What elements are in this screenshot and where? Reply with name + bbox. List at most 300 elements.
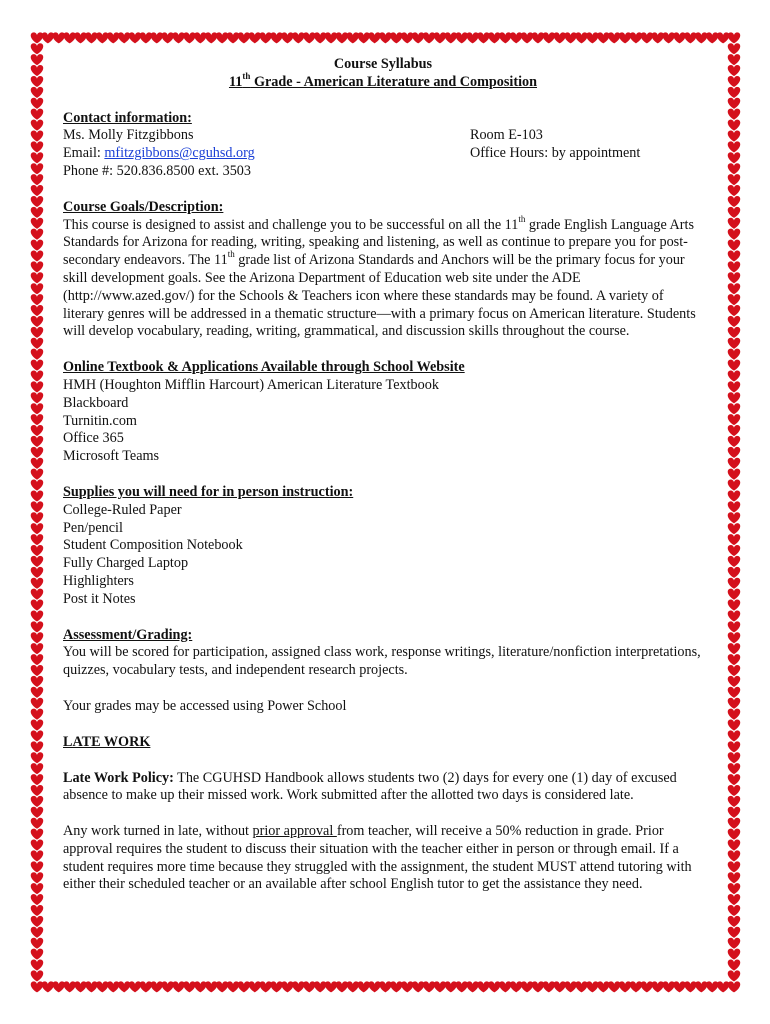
heart-icon [728,403,741,414]
heart-icon [717,981,730,992]
heart-icon [521,32,534,43]
heart-icon [728,905,741,916]
heart-icon [314,32,327,43]
textbook-heading: Online Textbook & Applications Available through School Website [63,359,465,376]
heart-icon [31,698,44,709]
heart-icon [183,981,196,992]
heart-icon [543,32,556,43]
heart-icon [31,556,44,567]
heart-icon [597,981,610,992]
heart-icon [510,981,523,992]
heart-icon [728,360,741,371]
heart-icon [31,840,44,851]
heart-icon [151,981,164,992]
supply-item: Pen/pencil [63,519,123,536]
heart-icon [31,589,44,600]
supply-item: Fully Charged Laptop [63,555,189,572]
heart-icon [728,141,741,152]
heart-icon [31,65,44,76]
goals-text-a: This course is designed to assist and challenge you to be successful on all the 11 [63,216,519,233]
heart-icon [728,556,741,567]
heart-icon [445,32,458,43]
heart-icon [31,490,44,501]
heart-icon [434,981,447,992]
subtitle-grade-number: 11 [228,73,243,90]
heart-icon [728,218,741,229]
heart-icon [575,981,588,992]
page-subtitle [63,71,703,92]
heart-icon [608,981,621,992]
heart-icon [53,32,66,43]
heart-icon [325,981,338,992]
heart-icon [118,981,131,992]
heart-icon [31,54,44,65]
heart-icon [31,654,44,665]
heart-icon [63,981,76,992]
heart-icon [325,32,338,43]
office-hours: Office Hours: by appointment [470,145,641,162]
heart-icon [488,981,501,992]
heart-icon [728,512,741,523]
heart-icon [728,54,741,65]
heart-icon [31,960,44,971]
heart-icon [42,981,55,992]
phone-number: Phone #: 520.836.8500 ext. 3503 [63,162,251,179]
heart-icon [336,32,349,43]
heart-icon [194,981,207,992]
heart-icon [684,981,697,992]
heart-icon [728,840,741,851]
heart-icon [227,32,240,43]
heart-icon [728,927,741,938]
heart-icon [31,621,44,632]
heart-icon [641,981,654,992]
heart-icon [728,545,741,556]
heart-icon [619,32,632,43]
heart-icon [728,261,741,272]
heart-icon [270,32,283,43]
heart-icon [31,741,44,752]
subtitle-rest: Grade - American Literature and Composition [250,73,538,90]
heart-icon [619,981,632,992]
heart-icon [31,469,44,480]
heart-icon [728,970,741,981]
heart-icon [31,916,44,927]
heart-icon [728,894,741,905]
heart-icon [728,523,741,534]
heart-icon [31,109,44,120]
heart-icon [728,752,741,763]
heart-icon [728,381,741,392]
grades-access-text: Your grades may be accessed using Power School [63,697,347,714]
heart-icon [412,32,425,43]
heart-icon [445,981,458,992]
heart-icon [31,141,44,152]
heart-icon [140,981,153,992]
page-title: Course Syllabus [333,56,433,72]
heart-icon [31,414,44,425]
heart-icon [673,981,686,992]
heart-icon [728,785,741,796]
heart-icon [238,981,251,992]
heart-icon [728,370,741,381]
heart-icon [31,316,44,327]
heart-icon [575,32,588,43]
heart-icon [728,447,741,458]
heart-icon [31,174,44,185]
heart-icon [499,981,512,992]
heart-icon [728,567,741,578]
heart-icon [129,981,142,992]
heart-icon [728,741,741,752]
heart-icon [140,32,153,43]
heart-icon [249,32,262,43]
heart-icon [31,185,44,196]
heart-icon [31,610,44,621]
heart-icon [564,32,577,43]
heart-icon [728,578,741,589]
goals-description [63,213,703,342]
heart-icon [728,829,741,840]
heart-icon [31,600,44,611]
heart-icon [728,185,741,196]
heart-icon [31,949,44,960]
goals-sup-a: th [518,213,526,224]
heart-icon [107,32,120,43]
supply-item: Highlighters [63,572,134,589]
supply-item: Post it Notes [63,590,136,607]
heart-icon [728,818,741,829]
heart-icon [31,643,44,654]
heart-icon [728,610,741,621]
heart-icon [728,730,741,741]
heart-icon [728,327,741,338]
heart-icon [728,883,741,894]
heart-icon [728,763,741,774]
heart-icon [31,152,44,163]
heart-icon [728,534,741,545]
heart-icon [695,32,708,43]
heart-icon [652,32,665,43]
heart-icon [662,981,675,992]
heart-icon [31,970,44,981]
heart-icon [695,981,708,992]
heart-icon [31,32,44,43]
heart-icon [31,850,44,861]
heart-icon [31,752,44,763]
heart-icon [31,687,44,698]
heart-icon [553,32,566,43]
heart-icon [31,480,44,491]
heart-icon [434,32,447,43]
heart-icon [31,763,44,774]
heart-icon [728,632,741,643]
heart-icon [728,960,741,971]
textbook-item: Office 365 [63,430,124,447]
heart-icon [630,981,643,992]
heart-icon [336,981,349,992]
heart-icon [728,665,741,676]
late-work-policy-text: The CGUHSD Handbook allows students two (2) days for every one (1) day of excused absence to make up their missed work. Work submitted after the allotted two days is considered late. [63,769,677,804]
textbook-item: Microsoft Teams [63,448,160,465]
heart-icon [728,774,741,785]
heart-icon [728,338,741,349]
heart-icon [31,250,44,261]
heart-icon [728,850,741,861]
heart-icon [728,687,741,698]
heart-icon [728,240,741,251]
heart-icon [31,730,44,741]
heart-icon [728,349,741,360]
heart-icon [31,883,44,894]
heart-icon [31,436,44,447]
email-label: Email: [63,145,105,162]
heart-icon [31,349,44,360]
heart-icon [706,32,719,43]
heart-icon [31,76,44,87]
heart-icon [31,370,44,381]
heart-icon [728,98,741,109]
heart-icon [31,305,44,316]
heart-icon [728,469,741,480]
heart-icon [31,665,44,676]
heart-icon [31,709,44,720]
heart-icon [728,316,741,327]
heart-icon [31,425,44,436]
heart-icon [728,32,741,43]
heart-icon [662,32,675,43]
syllabus-page [63,56,703,894]
heart-icon [728,414,741,425]
heart-icon [728,720,741,731]
heart-icon [31,785,44,796]
heart-icon [728,501,741,512]
heart-icon [31,403,44,414]
goals-sup-b: th [227,249,235,260]
heart-icon [564,981,577,992]
heart-icon [31,545,44,556]
heart-icon [379,32,392,43]
heart-icon [728,600,741,611]
heart-icon [477,32,490,43]
contact-row-1 [63,127,703,145]
heart-icon [259,32,272,43]
heart-icon [31,294,44,305]
heart-icon [728,152,741,163]
heart-icon [641,32,654,43]
contact-row-2 [63,145,703,163]
heart-icon [31,381,44,392]
heart-icon [205,32,218,43]
heart-icon [161,32,174,43]
heart-icon [303,32,316,43]
heart-icon [532,981,545,992]
heart-icon [597,32,610,43]
heart-icon [728,698,741,709]
heart-icon [31,43,44,54]
heart-icon [401,981,414,992]
heart-icon [728,76,741,87]
heart-icon [31,283,44,294]
heart-icon [553,981,566,992]
heart-icon [31,501,44,512]
heart-icon [368,32,381,43]
heart-icon [74,32,87,43]
heart-icon [368,981,381,992]
heart-icon [172,981,185,992]
heart-icon [31,261,44,272]
heart-icon [728,272,741,283]
heart-icon [728,916,741,927]
heart-icon [347,32,360,43]
heart-icon [63,32,76,43]
heart-icon [31,130,44,141]
heart-icon [161,981,174,992]
heart-icon [151,32,164,43]
heart-icon [728,621,741,632]
heart-icon [292,32,305,43]
email-line [63,145,470,163]
heart-icon [314,981,327,992]
heart-icon [31,163,44,174]
subtitle-grade-suffix: th [242,71,251,82]
heart-icon [728,120,741,131]
heart-icon [96,32,109,43]
contact-heading: Contact information: [63,109,192,126]
heart-icon [728,109,741,120]
heart-icon [31,360,44,371]
heart-icon [586,981,599,992]
textbook-item: Blackboard [63,394,129,411]
heart-icon [357,32,370,43]
heart-icon [728,643,741,654]
heart-icon [281,981,294,992]
heart-icon [728,589,741,600]
textbook-item: Turnitin.com [63,412,137,429]
heart-icon [728,654,741,665]
heart-icon [31,774,44,785]
heart-icon [118,32,131,43]
heart-icon [227,981,240,992]
assessment-text: You will be scored for participation, assigned class work, response writings, literature/nonfiction interpretations, quizzes, vocabulary tests, and independent research projects. [63,644,701,679]
goals-text-c: grade list of Arizona Standards and Anchors will be the primary focus for your skill development goals. See the Arizona Department of Education web site under the ADE (http://www.azed.gov/) for the Schools & Teachers icon where these standards may be found. A variety of literary genres will be addressed in a thematic structure—with a primary focus on American literature. Students will develop vocabulary, reading, writing, grammatical, and discussion skills throughout the course. [63,252,696,340]
heart-icon [31,120,44,131]
late-work-policy [63,770,703,806]
heart-icon [379,981,392,992]
heart-icon [31,829,44,840]
heart-icon [74,981,87,992]
heart-icon [31,534,44,545]
heart-icon [728,65,741,76]
heart-icon [728,796,741,807]
heart-icon [728,250,741,261]
supply-item: College-Ruled Paper [63,501,182,518]
heart-icon [717,32,730,43]
heart-icon [31,981,44,992]
heart-icon [31,927,44,938]
heart-icon [412,981,425,992]
heart-icon [31,512,44,523]
heart-icon [303,981,316,992]
heart-icon [521,981,534,992]
heart-icon [347,981,360,992]
heart-icon [31,458,44,469]
heart-icon [107,981,120,992]
heart-icon [96,981,109,992]
heart-icon [129,32,142,43]
heart-icon [706,981,719,992]
heart-icon [401,32,414,43]
textbook-item: HMH (Houghton Mifflin Harcourt) American Literature Textbook [63,376,439,393]
heart-icon [728,425,741,436]
heart-icon [728,676,741,687]
supplies-heading: Supplies you will need for in person instruction: [63,483,354,500]
heart-icon [728,807,741,818]
heart-icon [238,32,251,43]
heart-icon [728,130,741,141]
late-work-text-a: Any work turned in late, without [63,823,253,840]
heart-icon [510,32,523,43]
heart-icon [728,305,741,316]
heart-icon [31,676,44,687]
heart-icon [728,949,741,960]
heart-icon [216,981,229,992]
heart-icon [31,207,44,218]
heart-icon [259,981,272,992]
heart-icon [390,981,403,992]
heart-icon [673,32,686,43]
heart-icon [728,709,741,720]
heart-icon [728,196,741,207]
heart-icon [31,98,44,109]
heart-icon [728,294,741,305]
late-work-details [63,823,703,894]
heart-icon [728,174,741,185]
goals-text-b: grade English Language Arts Standards for Arizona for reading, writing, speaking and listening, as well as continue to prepare you for post-secondary endeavors. The 11 [63,216,694,269]
heart-icon [270,981,283,992]
heart-icon [216,32,229,43]
heart-icon [630,32,643,43]
heart-icon [31,796,44,807]
heart-icon [543,981,556,992]
heart-icon [31,272,44,283]
heart-icon [466,32,479,43]
heart-icon [728,283,741,294]
late-work-text-b: from teacher, will receive a 50% reduction in grade. Prior approval requires the student to discuss their situation with the teacher either in person or through email. If a student requires more time because they struggled with the assignment, the student MUST attend tutoring with either their scheduled teacher or an available after school English tutor to get the assistance they need. [63,823,692,893]
heart-icon [488,32,501,43]
heart-icon [477,981,490,992]
heart-icon [31,338,44,349]
heart-icon [423,32,436,43]
heart-icon [31,196,44,207]
heart-icon [652,981,665,992]
heart-icon [728,163,741,174]
email-link[interactable]: mfitzgibbons@cguhsd.org [104,145,255,162]
heart-icon [31,905,44,916]
heart-icon [684,32,697,43]
heart-icon [183,32,196,43]
heart-icon [172,32,185,43]
heart-icon [728,861,741,872]
heart-icon [728,87,741,98]
heart-icon [31,87,44,98]
heart-icon [455,981,468,992]
late-work-policy-label: Late Work Policy: [63,769,174,786]
heart-icon [292,981,305,992]
prior-approval-text: prior approval [252,823,337,840]
heart-icon [586,32,599,43]
heart-icon [31,632,44,643]
